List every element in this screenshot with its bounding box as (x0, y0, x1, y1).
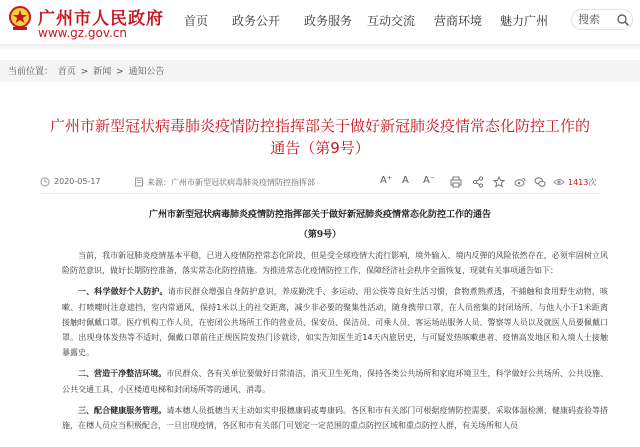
clock-icon (40, 177, 50, 187)
government-emblem-icon[interactable] (8, 4, 32, 32)
nav-item-gov-services[interactable]: 政务服务 (304, 14, 353, 28)
breadcrumb-item-news[interactable]: 新闻 (93, 67, 112, 77)
paragraph-text: 市民群众、各有关单位要做好日常清洁，消灭卫生死角，保持各类公共场所和家庭环境卫生，科学做好公共场所、公共设施、公共交通工具、小区楼道电梯和封闭场所等的通风、消毒。 (62, 369, 608, 394)
nav-item-gov-affairs-open[interactable]: 政务公开 (232, 14, 281, 28)
font-size-increase-button[interactable]: A⁺ (380, 175, 393, 186)
paragraph-text: 请本穗人员抵穗当天主动如实申报穗康码或粤康码。各区和市有关部门可根据疫情防控需要，采取体温检测、健康码查验等措施，在穗人员应当积极配合，一旦出现疫情，各区和市有关部门可划定一定范围的重点防控区域和重点防控人群，有关场所和人员 (62, 405, 608, 431)
document-number: （第9号） (298, 230, 342, 240)
paragraph-clean-environment (62, 366, 608, 396)
article-source (147, 177, 315, 188)
nav-item-home[interactable]: 首页 (184, 14, 209, 28)
site-title[interactable]: 广州市人民政府 (38, 9, 164, 29)
breadcrumb-separator: > (80, 67, 89, 77)
breadcrumb-item-home[interactable]: 首页 (57, 67, 76, 77)
nav-item-business-environment[interactable]: 营商环境 (434, 14, 483, 28)
breadcrumb-bar (0, 60, 640, 82)
meta-divider (40, 193, 600, 194)
article-meta (40, 175, 600, 190)
search-box (571, 9, 633, 30)
article-title: 广州市新型冠状病毒肺炎疫情防控指挥部关于做好新冠肺炎疫情常态化防控工作的通告（第9号） (50, 117, 591, 157)
paragraph-intro (62, 248, 608, 278)
site-header (0, 0, 640, 48)
favorite-icon[interactable] (493, 176, 505, 188)
font-size-decrease-button[interactable]: A⁻ (423, 175, 436, 186)
breadcrumb (8, 64, 167, 77)
site-url: www.gz.gov.cn (38, 26, 128, 40)
nav-item-interaction[interactable]: 互动交流 (367, 14, 416, 28)
paragraph-personal-protection (62, 284, 608, 360)
article-body (62, 248, 608, 439)
source-name: 广州市新型冠状病毒肺炎疫情防控指挥部 (171, 178, 315, 187)
paragraph-text: 当前，我市新冠肺炎疫情基本平稳，已进入疫情防控常态化阶段，但是受全球疫情大流行影响，境外输入、境内反弹的风险依然存在，必须牢固树立风险防范意识，做好长期防控准备，落实常态化防控措施。为推进常态化疫情防控工作，保障经济社会秩序全面恢复，现就有关事项通告如下： (62, 251, 608, 276)
paragraph-health-management (62, 403, 608, 433)
paragraph-heading: 三、配合健康服务管理。 (78, 405, 167, 415)
paragraph-text: 请市民群众增强自身防护意识，养成勤洗手、多运动、用公筷等良好生活习惯，食物煮熟煮透，不捕触和食用野生动物，咳嗽、打喷嚏时注意遮挡，室内常通风，保持1米以上的社交距离，减少非必要的聚集性活动，随身携带口罩，在人员密集的封闭场所、与他人小于1米距离接触时佩戴口罩。医疗机构工作人员，在密闭公共场所工作的营业员、保安员、保洁员、司乘人员、客运场站服务人员、警察等人员以及就医人员要佩戴口罩。出现身体发热等不适时，佩戴口罩前往正规医院发热门诊就诊，如实告知医生近14天内旅居史，与可疑发热咳嗽患者、疫情高发地区和入境人士接触暴露史。 (62, 287, 608, 358)
weibo-icon[interactable] (514, 176, 526, 188)
view-count-value: 1413 (568, 178, 589, 187)
view-count (568, 177, 596, 188)
paragraph-heading: 一、科学做好个人防护。 (78, 287, 168, 297)
search-icon[interactable] (616, 13, 630, 27)
eye-icon (553, 177, 565, 187)
header-divider (0, 44, 640, 50)
breadcrumb-item-notices[interactable]: 通知公告 (128, 67, 165, 77)
nav-item-charm-guangzhou[interactable]: 魅力广州 (500, 14, 549, 28)
view-count-unit: 次 (588, 178, 597, 187)
source-icon (134, 177, 144, 187)
paragraph-heading: 二、营造干净整洁环境。 (78, 369, 167, 379)
wechat-icon[interactable] (534, 176, 546, 188)
breadcrumb-separator: > (116, 67, 124, 77)
print-icon[interactable] (450, 176, 462, 188)
share-icon[interactable] (472, 176, 484, 188)
source-label: 来源： (147, 178, 171, 187)
font-size-default-button[interactable]: A (402, 175, 409, 186)
publish-date: 2020-05-17 (54, 177, 101, 186)
search-input[interactable] (578, 12, 616, 27)
breadcrumb-prefix: 当前位置： (8, 67, 54, 77)
document-title: 广州市新型冠状病毒肺炎疫情防控指挥部关于做好新冠肺炎疫情常态化防控工作的通告 (148, 210, 491, 220)
